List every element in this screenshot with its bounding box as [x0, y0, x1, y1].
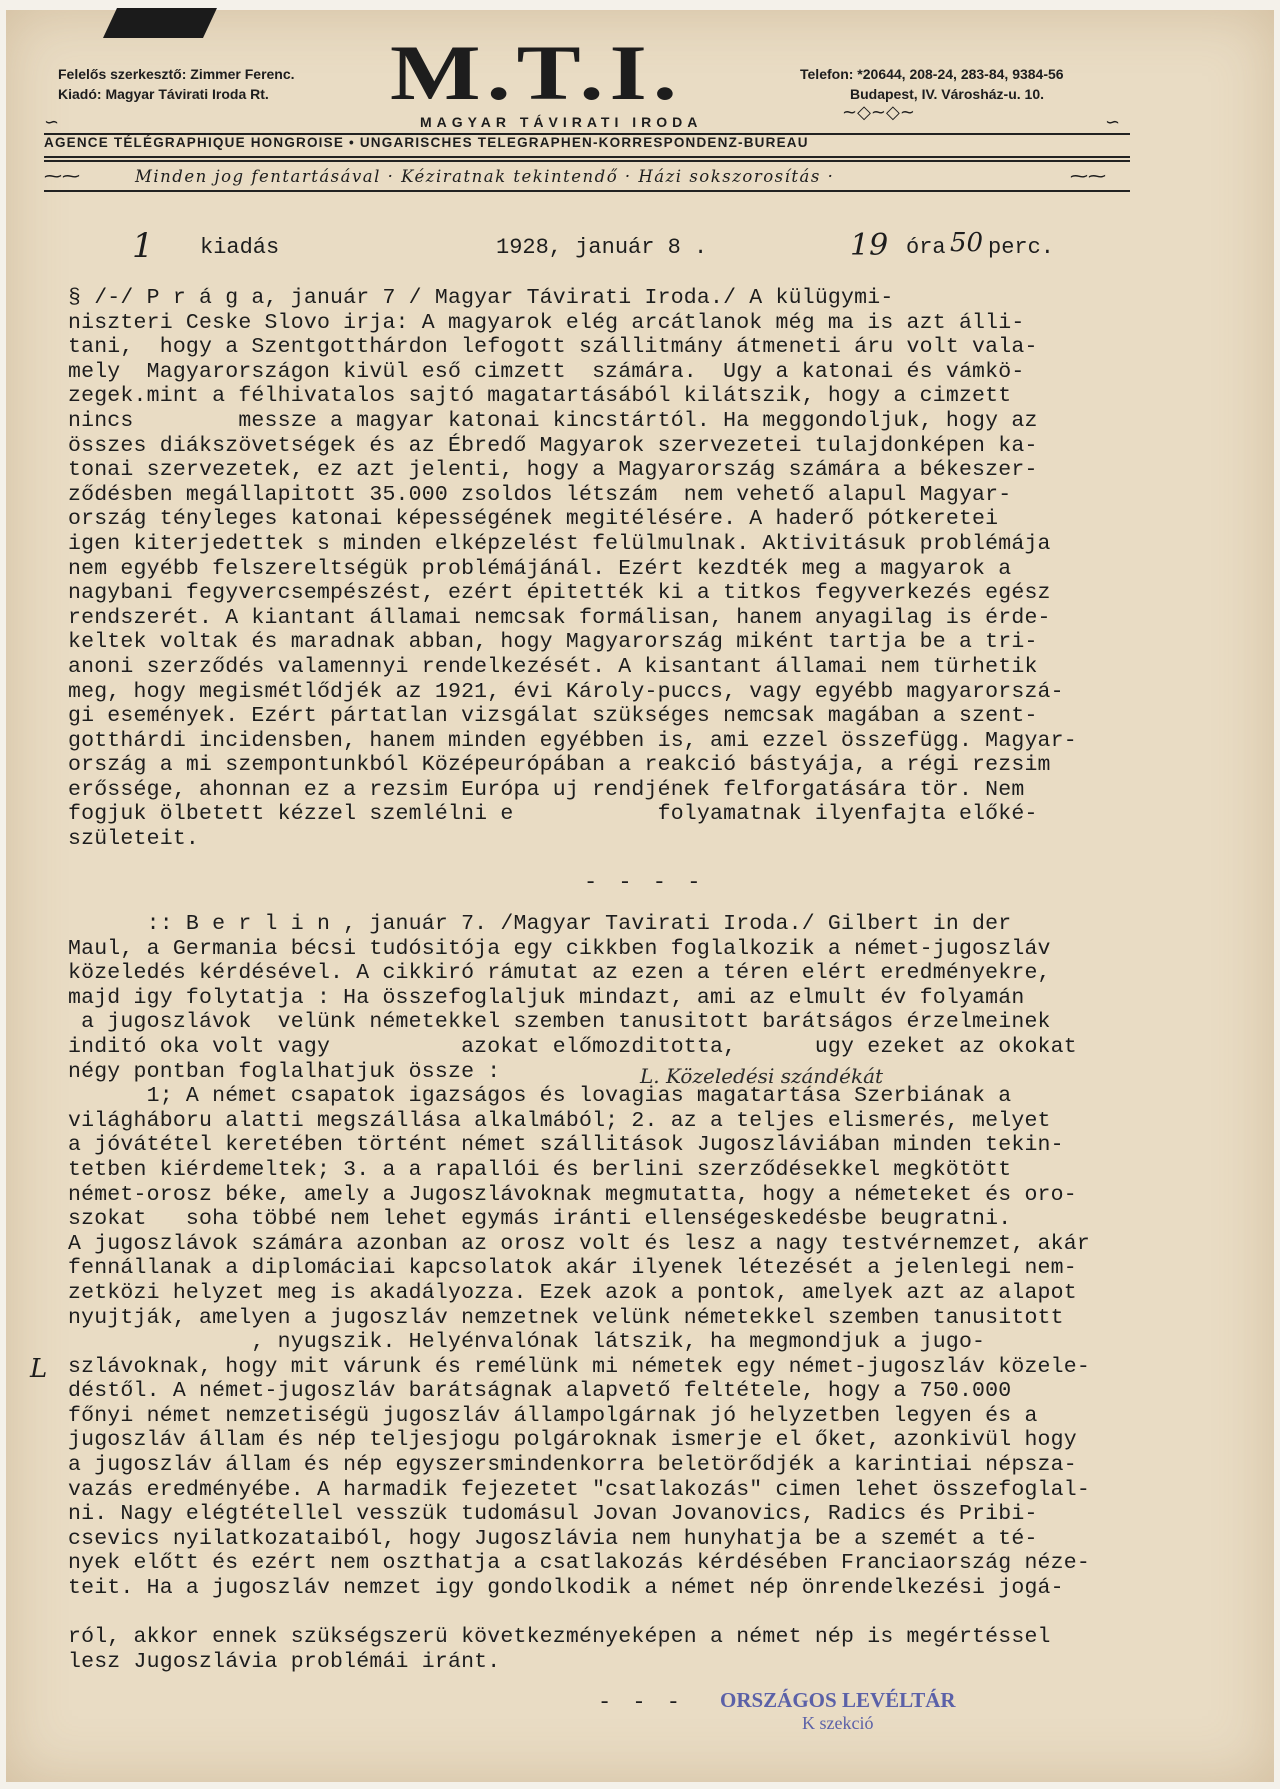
- text-line: , nyugszik. Helyénvalónak látszik, ha megmondjuk a jugo-: [68, 1330, 986, 1355]
- folder-tab: [103, 8, 217, 38]
- text-line: a jugoszláv állam és nép egyszersmindenkorra beletörődjék a karintiai népsza-: [68, 1453, 1077, 1478]
- agency-name: MAGYAR TÁVIRATI IRODA: [420, 114, 703, 130]
- text-line: nyek előtt és ezért nem oszthatja a csatlakozás kérdésében Franciaország néze-: [68, 1551, 1090, 1576]
- phone-line: Telefon: *20644, 208-24, 283-84, 9384-56: [800, 66, 1064, 82]
- text-line: születeit.: [68, 827, 200, 852]
- rights-notice: Minden jog fentartásával · Kéziratnak tekintendő · Házi sokszorosítás ·: [135, 167, 835, 186]
- text-line: fogjuk ölbetett kézzel szemlélni e folyamatnak ilyenfajta előké-: [68, 802, 1038, 827]
- text-line: déstől. A német-jugoszláv barátságnak alapvető feltétele, hogy a 750.000: [68, 1379, 1012, 1404]
- text-line: teit. Ha a jugoszláv nemzet igy gondolkodik a német nép önrendelkezési jogá-: [68, 1576, 1064, 1601]
- text-line: ni. Nagy elégtétellel vesszük tudomásul Jovan Jovanovics, Radics és Pribi-: [68, 1502, 1038, 1527]
- text-line: keltek voltak és maradnak abban, hogy Magyarország miként tartja be a tri-: [68, 630, 1038, 655]
- ornament-icon: ~◇~◇~: [842, 102, 915, 123]
- header-right: [800, 64, 1064, 104]
- mti-logo: M.T.I.: [390, 28, 683, 117]
- ornament-icon: ∽: [44, 112, 60, 133]
- text-line: majd igy folytatja : Ha összefoglaljuk mindazt, ami az elmult év folyamán: [68, 985, 1025, 1010]
- text-line: igen kiterjedettek s minden elképzelést felülmulnak. Aktivitásuk problémája: [68, 531, 1051, 556]
- article-prague: [68, 286, 1208, 852]
- edition-hour-label: óra: [906, 235, 946, 260]
- header-left: [58, 64, 295, 104]
- text-line: a jugoszlávok velünk németekkel szemben tanusitott barátságos érzelmeinek: [68, 1010, 1051, 1035]
- edition-minute-label: perc.: [988, 235, 1055, 260]
- text-line: vazás eredményébe. A harmadik fejezetet "csatlakozás" cimen lehet összefoglal-: [68, 1477, 1090, 1502]
- header-rule: [44, 156, 1130, 158]
- publisher-line: Kiadó: Magyar Távirati Iroda Rt.: [58, 86, 269, 102]
- text-line: nem egyébb felszereltségük problémájánál. Ezért kezdték meg a magyarok a: [68, 556, 1012, 581]
- text-line: inditó oka volt vagy azokat előmozditotta, ugy ezeket az okokat: [68, 1034, 1077, 1059]
- text-line: [68, 1601, 1208, 1626]
- text-line: a jóvátétel keretében történt német szállitások Jugoszláviában minden tekin-: [68, 1133, 1064, 1158]
- text-line: mely Magyarországon kivül eső cimzett számára. Ugy a katonai és vámkö-: [68, 359, 1025, 384]
- text-line: tonai szervezetek, ez azt jelenti, hogy a Magyarország számára a békeszer-: [68, 458, 1038, 483]
- text-line: lesz Jugoszlávia problémái iránt.: [68, 1649, 501, 1674]
- text-line: világháboru alatti megszállása alkalmából; 2. az a teljes elismerés, melyet: [68, 1108, 1051, 1133]
- text-line: közeledés kérdésével. A cikkiró rámutat az ezen a téren elért eredményekre,: [68, 961, 1051, 986]
- text-line: összes diákszövetségek és az Ébredő Magyarok szervezetei tulajdonképen ka-: [68, 433, 1038, 458]
- handwritten-insert: L. Közeledési szándékát: [640, 1064, 884, 1088]
- text-line: ződésben megállapitott 35.000 zsoldos létszám nem vehető alapul Magyar-: [68, 482, 1012, 507]
- text-line: zegek.mint a félhivatalos sajtó magatartásából kilátszik, hogy a cimzett: [68, 384, 1012, 409]
- agency-multilingual: AGENCE TÉLÉGRAPHIQUE HONGROISE • UNGARISCHES TELEGRAPHEN-KORRESPONDENZ-BUREAU: [44, 135, 809, 150]
- edition-date: 1928, január 8 .: [496, 235, 708, 260]
- editor-line: Felelős szerkesztő: Zimmer Ferenc.: [58, 66, 295, 82]
- text-line: meg, hogy megismétlődjék az 1921, évi Károly-puccs, vagy egyébb magyarorszá-: [68, 679, 1064, 704]
- text-line: gotthárdi incidensben, hanem minden egyébben is, ami ezzel összefügg. Magyar-: [68, 728, 1077, 753]
- text-line: tani, hogy a Szentgotthárdon lefogott szállitmány átmeneti áru volt vala-: [68, 335, 1038, 360]
- text-line: A jugoszlávok számára azonban az orosz volt és lesz a nagy testvérnemzet, akár: [68, 1231, 1090, 1256]
- margin-mark: L: [30, 1354, 48, 1384]
- text-line: nagybani fegyvercsempészést, ezért épitették ki a titkos fegyverkezés egész: [68, 581, 1051, 606]
- text-line: csevics nyilatkozataiból, hogy Jugoszlávia nem hunyhatja be a szemét a té-: [68, 1526, 1038, 1551]
- text-line: német-orosz béke, amely a Jugoszlávoknak megmutatta, hogy a németeket és oro-: [68, 1182, 1077, 1207]
- text-line: zetközi helyzet meg is akadályozza. Ezek azok a pontok, amelyek azt az alapot: [68, 1280, 1077, 1305]
- text-line: ország a mi szempontunkból Középeurópában a reakció bástyája, a régi rezsim: [68, 753, 1051, 778]
- edition-label: kiadás: [200, 235, 280, 260]
- ornament-icon: ⁓⁓: [44, 166, 80, 187]
- archive-stamp: [720, 1688, 956, 1734]
- text-line: ról, akkor ennek szükségszerü következményeképen a német nép is megértéssel: [68, 1625, 1051, 1650]
- text-line: Maul, a Germania bécsi tudósitója egy cikkben foglalkozik a német-jugoszláv: [68, 936, 1051, 961]
- text-line: jugoszláv állam és nép teljesjogu polgároknak ismerje el őket, azonkivül hogy: [68, 1428, 1077, 1453]
- text-line: tetben kiérdemeltek; 3. a a rapallói és berlini szerződésekkel megkötött: [68, 1157, 1012, 1182]
- ornament-icon: ⁓⁓: [1070, 166, 1106, 187]
- edition-hour: 19: [850, 228, 889, 263]
- address-line: Budapest, IV. Városház-u. 10.: [850, 86, 1044, 102]
- text-line: gi események. Ezért pártatlan vizsgálat szükséges nemcsak magában a szent-: [68, 704, 1038, 729]
- edition-number: 1: [132, 226, 154, 266]
- text-line: fennállanak a diplomáciai kapcsolatok akár ilyenek létezését a jelenlegi nem-: [68, 1256, 1077, 1281]
- text-line: § /-/ P r á g a, január 7 / Magyar Távirati Iroda./ A külügymi-: [68, 286, 894, 310]
- text-line: 1; A német csapatok igazságos és lovagias magatartása Szerbiának a: [68, 1084, 1012, 1109]
- text-line: niszteri Ceske Slovo irja: A magyarok elég arcátlanok még ma is azt álli-: [68, 310, 1025, 335]
- section-separator: - - - -: [584, 870, 705, 895]
- text-line: erőssége, ahonnan ez a rezsim Európa uj rendjének felforgatására tör. Nem: [68, 777, 1025, 802]
- text-line: :: B e r l i n , január 7. /Magyar Tavirati Iroda./ Gilbert in der: [68, 912, 1012, 936]
- text-line: rendszerét. A kiantant államai nemcsak formálisan, hanem anyagilag is érde-: [68, 605, 1051, 630]
- text-line: nincs messze a magyar katonai kincstártól. Ha meggondoljuk, hogy az: [68, 408, 1038, 433]
- footer-separator: - - -: [598, 1690, 685, 1715]
- ornament-icon: ∽: [1105, 112, 1121, 133]
- text-line: szlávoknak, hogy mit várunk és remélünk mi németek egy német-jugoszláv közele-: [68, 1354, 1090, 1379]
- text-line: nyujtják, amelyen a jugoszláv nemzetnek velünk németekkel szemben tanusitott: [68, 1305, 1064, 1330]
- header-rule: [44, 160, 1130, 162]
- text-line: ország tényleges katonai képességének megitélésére. A haderő pótkeretei: [68, 507, 999, 532]
- text-line: anoni szerződés valamennyi rendelkezését. A kisantant államai nem türhetik: [68, 654, 1038, 679]
- text-line: főnyi német nemzetiségü jugoszláv állampolgárnak jó helyzetben legyen és a: [68, 1403, 1038, 1428]
- stamp-line-1: ORSZÁGOS LEVÉLTÁR: [720, 1688, 956, 1712]
- article-berlin: [68, 912, 1208, 1674]
- edition-minute: 50: [950, 228, 984, 258]
- text-line: négy pontban foglalhatjuk össze :: [68, 1059, 501, 1084]
- header-rule: [44, 190, 1130, 192]
- text-line: szokat soha többé nem lehet egymás iránti ellenségeskedésbe beugratni.: [68, 1207, 1012, 1232]
- stamp-line-2: K szekció: [802, 1713, 874, 1733]
